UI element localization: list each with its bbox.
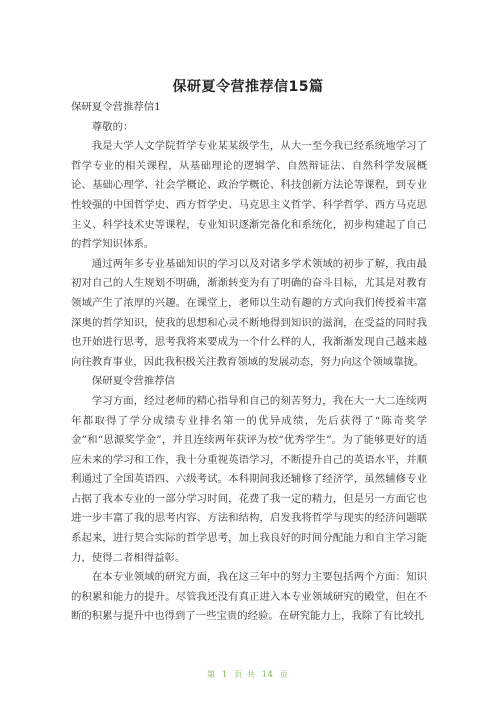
letter-heading: 保研夏令营推荐信1	[71, 101, 161, 113]
footer-total-pages: 14	[261, 670, 274, 679]
body-paragraph: 我是大学人文学院哲学专业某某级学生，从大一至今我已经系统地学习了哲学专业的相关课程，从基础理论的逻辑学、自然辩证法、自然科学发展概论、基础心理学、社会学概论、政治学概论、科技创新方法论等课程，到专业性较强的中国哲学史、西方哲学史、马克思主义哲学、科学哲学、西方马克思主义、科学技术史等课程，专业知识逐渐完备化和系统化，初步构建起了自己的哲学知识体系。	[71, 140, 427, 251]
body-paragraph: 学习方面，经过老师的精心指导和自己的刻苦努力，我在大一大二连续两年都取得了学分成绩专业排名第一的优异成绩，先后获得了“陈奇奖学金”和“思源奖学金”，并且连续两年获评为校“优秀学生”。为了能够更好的适应未来的学习和工作，我十分重视英语学习，不断提升自己的英语水平，并顺利通过了全国英语四、六级考试。本科期间我还辅修了经济学，虽然辅修专业占据了我本专业的一部分学习时间，花费了我一定的精力，但是另一方面它也进一步丰富了我的思考内容、方法和结构，启发我将哲学与现实的经济问题联系起来，进行契合实际的哲学思考，加上我良好的时间分配能力和自主学习能力，使得二者相得益彰。	[71, 394, 427, 564]
page-footer	[0, 669, 496, 680]
salutation: 尊敬的：	[91, 120, 134, 133]
footer-prefix: 第	[207, 670, 217, 679]
body-paragraph: 通过两年多专业基础知识的学习以及对诸多学术领域的初步了解，我由最初对自己的人生规划不明确，渐渐转变为有了明确的奋斗目标，尤其是对教育领域产生了浓厚的兴趣。在课堂上，老师以生动有趣的方式向我们传授着丰富深奥的哲学知识，使我的思想和心灵不断地得到知识的滋润，在受益的同时我也开始进行思考，思考我将来要成为一个什么样的人，我渐渐发现自己越来越向往教育事业，因此我积极关注教育领域的发展动态，努力向这个领域靠拢。	[71, 257, 427, 368]
footer-suffix: 页	[279, 670, 289, 679]
section-heading: 保研夏令营推荐信	[91, 375, 175, 388]
footer-middle: 页 共	[234, 670, 256, 679]
body-paragraph: 在本专业领域的研究方面，我在这三年中的努力主要包括两个方面：知识的积累和能力的提升。尽管我还没有真正进入本专业领域研究的殿堂，但在不断的积累与提升中也得到了一些宝贵的经验。在研究能力上，我除了有比较扎	[71, 571, 427, 623]
document-title: 保研夏令营推荐信15篇	[172, 79, 324, 95]
document-body	[71, 98, 427, 627]
footer-page-number: 1	[222, 670, 229, 679]
